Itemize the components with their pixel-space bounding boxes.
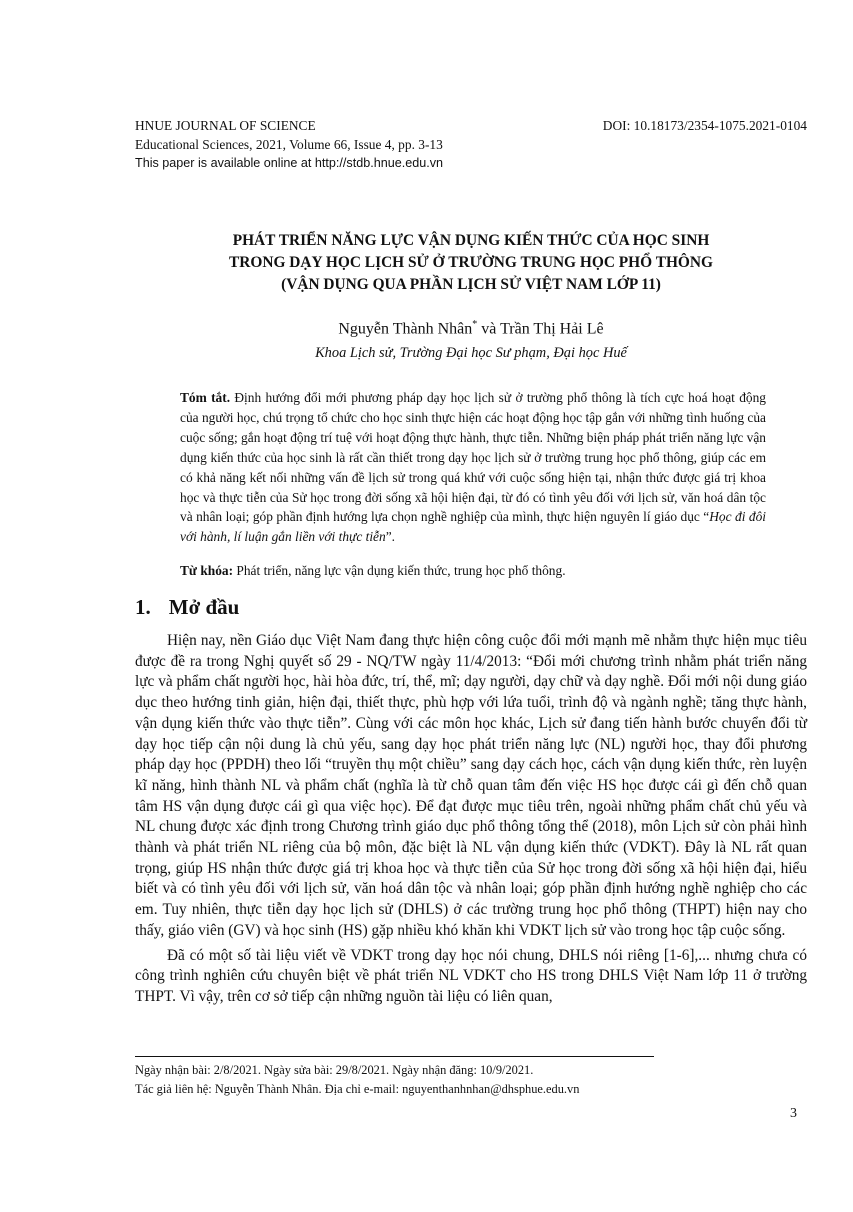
section-title: Mở đầu (168, 595, 240, 619)
journal-header (135, 116, 807, 173)
footnote-contact: Tác giả liên hệ: Nguyễn Thành Nhân. Địa chỉ e-mail: nguyenthanhnhan@dhsphue.edu.vn (135, 1082, 580, 1096)
paragraph-2: Đã có một số tài liệu viết về VDKT trong dạy học nói chung, DHLS nói riêng [1-6],... nhưng chưa có công trình nghiên cứu chuyên biệt về phát triển NL VDKT cho HS trong DHLS Việt Nam lớp 11 ở trường THPT. Vì vậy, trên cơ sở tiếp cận những nguồn tài liệu có liên quan, (135, 946, 807, 1005)
keywords (180, 561, 766, 580)
section-number: 1. (135, 595, 151, 619)
author-2: Trần Thị Hải Lê (500, 320, 604, 338)
author-join: và (477, 320, 501, 338)
abstract-text: Định hướng đổi mới phương pháp dạy học lịch sử ở trường phổ thông là tích cực hoá hoạt động của người học, chú trọng tổ chức cho học sinh thực hiện các hoạt động học tập gắn với những tình huống của cuộc sống; gắn hoạt động trí tuệ với hoạt động thực hành, thực tiễn. Những biện pháp phát triển năng lực vận dụng kiến thức của học sinh là rất cần thiết trong dạy học lịch sử ở trường trung học phổ thông, giúp các em có khả năng kết nối những vấn đề lịch sử trong quá khứ với cuộc sống hiện tại, nhận thức được giá trị khoa học và thực tiễn của Sử học trong đời sống xã hội hiện đại, từ đó có tình yêu đối với lịch sử, văn hoá dân tộc và nhân loại; góp phần định hướng lựa chọn nghề nghiệp của mình, thực hiện nguyên lí giáo dục “ (180, 390, 766, 525)
issue-line: Educational Sciences, 2021, Volume 66, Issue 4, pp. 3-13 (135, 137, 443, 152)
affiliation: Khoa Lịch sử, Trường Đại học Sư phạm, Đại học Huế (315, 345, 627, 361)
online-line: This paper is available online at http://stdb.hnue.edu.vn (135, 156, 444, 170)
abstract (180, 388, 766, 547)
author-1: Nguyễn Thành Nhân (338, 320, 473, 338)
corresponding-mark: * (472, 319, 478, 330)
paper-title (135, 230, 807, 296)
body-text (135, 631, 807, 1012)
keywords-text: Phát triển, năng lực vận dụng kiến thức, trung học phổ thông. (233, 563, 566, 578)
title-line-3: (VẬN DỤNG QUA PHẦN LỊCH SỬ VIỆT NAM LỚP 11) (281, 276, 661, 293)
footnote-dates: Ngày nhận bài: 2/8/2021. Ngày sửa bài: 29/8/2021. Ngày nhận đăng: 10/9/2021. (135, 1063, 534, 1077)
page-number: 3 (790, 1106, 797, 1121)
abstract-quote: Học đi đôi với hành, lí luận gắn liền với thực tiễn (180, 509, 766, 545)
doi: DOI: 10.18173/2354-1075.2021-0104 (602, 118, 807, 133)
abstract-end: ”. (385, 529, 395, 545)
title-line-1: PHÁT TRIỂN NĂNG LỰC VẬN DỤNG KIẾN THỨC CỦA HỌC SINH (232, 232, 710, 249)
authors (135, 319, 807, 338)
abstract-label: Tóm tắt. (180, 390, 231, 405)
paragraph-1: Hiện nay, nền Giáo dục Việt Nam đang thực hiện công cuộc đổi mới mạnh mẽ nhằm thực hiện mục tiêu được đề ra trong Nghị quyết số 29 - NQ/TW ngày 11/4/2013: “Đổi mới chương trình nhằm phát triển năng lực và phẩm chất người học, hài hòa đức, trí, thể, mĩ; dạy người, dạy chữ và dạy nghề. Đổi mới nội dung giáo dục theo hướng tinh giản, hiện đại, thiết thực, phù hợp với lứa tuổi, trình độ và ngành nghề; tăng thực hành, vận dụng kiến thức vào thực tiễn”. Cùng với các môn học khác, Lịch sử đang tiến hành bước chuyển đổi từ dạy học tiếp cận nội dung là chủ yếu, sang dạy học phát triển năng lực (NL) người học, thay đổi phương pháp dạy học (PPDH) theo lối “truyền thụ một chiều” sang dạy cách học, cách vận dụng kiến thức, rèn luyện kĩ năng, hình thành NL và phẩm chất (nghĩa là từ chỗ quan tâm đến việc HS học được cái gì đến chỗ quan tâm HS vận dụng được cái gì qua việc học). Để đạt được mục tiêu trên, ngoài những phẩm chất chủ yếu và NL chung được xác định trong Chương trình giáo dục phổ thông tổng thể (2018), môn Lịch sử còn phải hình thành và phát triển NL riêng của bộ môn, đặc biệt là NL vận dụng kiến thức (VDKT). Đây là NL rất quan trọng, giúp HS nhận thức được giá trị khoa học và thực tiễn của Sử học trong đời sống xã hội hiện đại, hiểu biết và có tình yêu đối với lịch sử, văn hoá dân tộc và nhân loại; góp phần định hướng nghề nghiệp cho các em. Tuy nhiên, thực tiễn dạy học lịch sử (DHLS) ở các trường trung học phổ thông (THPT) hiện nay cho thấy, giáo viên (GV) và học sinh (HS) gặp nhiều khó khăn khi VDKT lịch sử vào trong học tập cuộc sống. (135, 632, 807, 939)
keywords-label: Từ khóa: (180, 563, 234, 578)
section-heading (135, 595, 239, 620)
journal-name: HNUE JOURNAL OF SCIENCE (135, 118, 316, 133)
footnote-divider (135, 1056, 654, 1057)
title-line-2: TRONG DẠY HỌC LỊCH SỬ Ở TRƯỜNG TRUNG HỌC PHỔ THÔNG (229, 254, 713, 271)
